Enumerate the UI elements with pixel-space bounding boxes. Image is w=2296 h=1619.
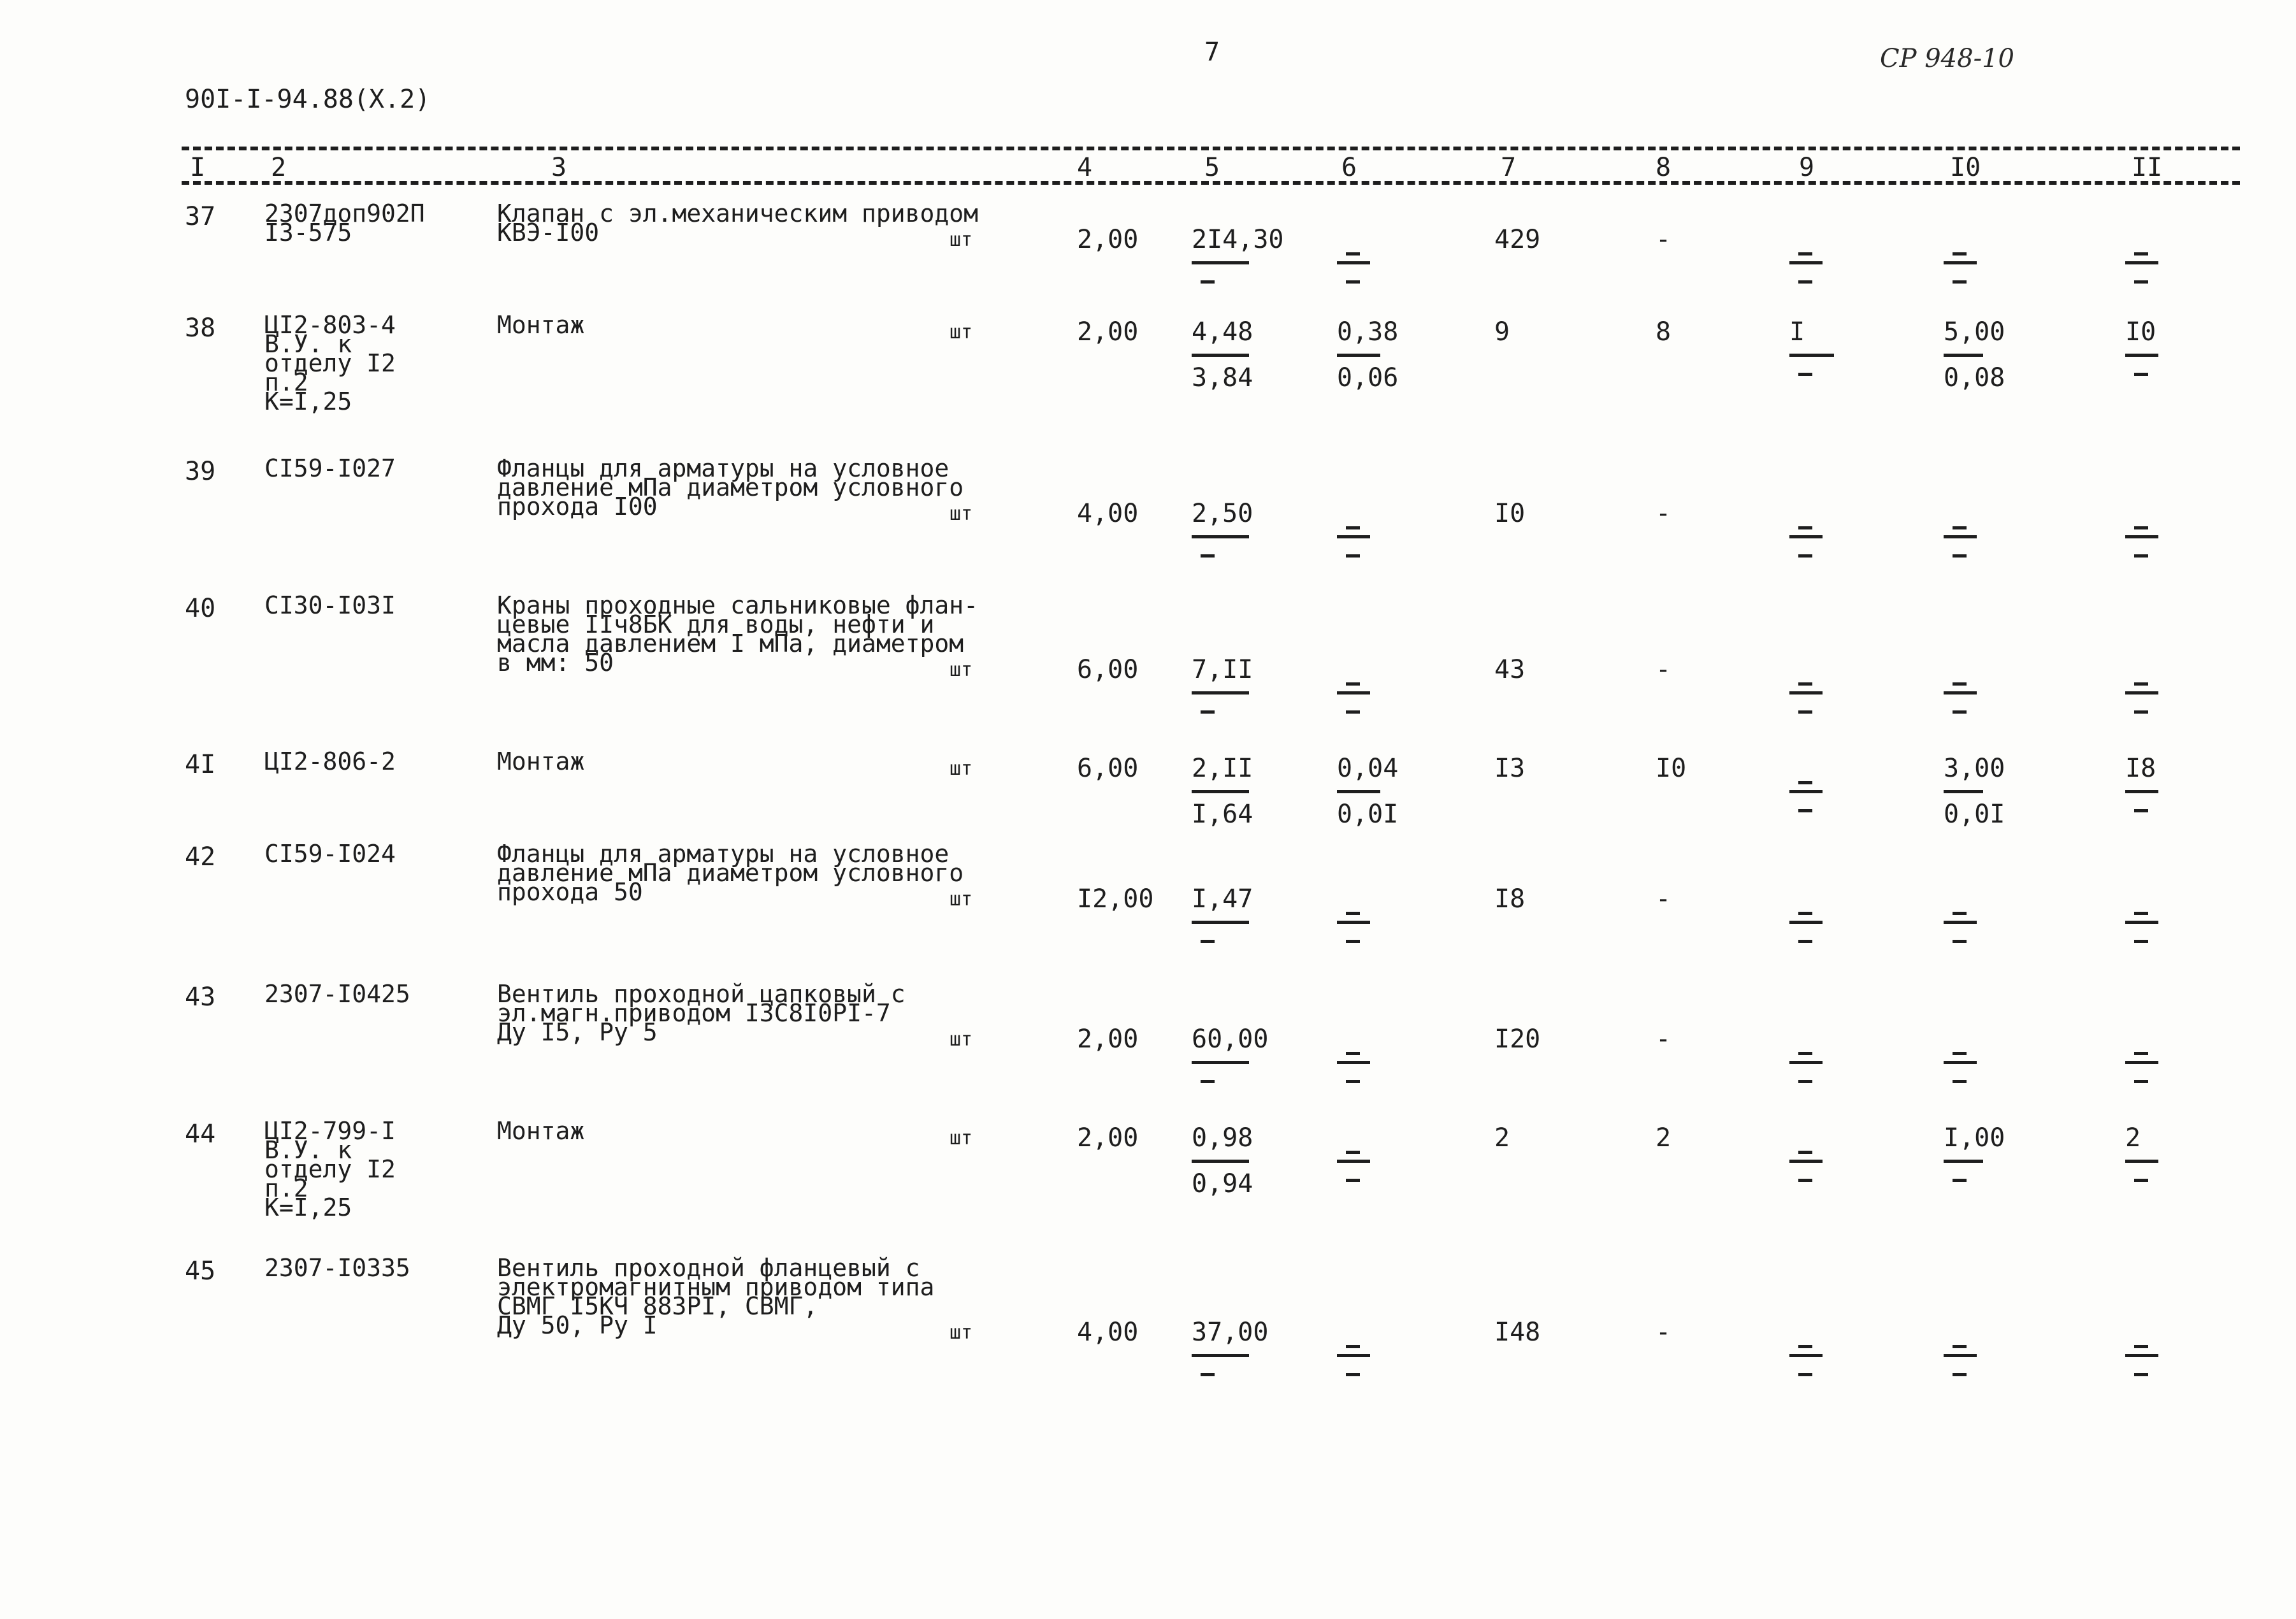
quantity: 2,00 [1077,1025,1139,1054]
col-10-denominator-dash [1953,280,1967,284]
column-header-3: 3 [551,153,567,182]
row-number: 4I [185,750,216,779]
column-header-8: 8 [1656,153,1671,182]
col-9-fraction-bar [1789,1160,1823,1163]
col-10-denominator-dash [1953,1080,1967,1083]
col-6-fraction-bar [1337,691,1370,694]
col-11-numerator-dash [2134,912,2148,915]
col-10-denominator: 0,08 [1944,363,2005,392]
column-header-10: I0 [1950,153,1981,182]
quantity: 6,00 [1077,754,1139,783]
col-6-denominator: 0,0I [1337,800,1399,829]
row-number: 37 [185,202,216,231]
col-5-denominator-dash [1201,1373,1215,1376]
col-6-fraction-bar [1337,1354,1370,1357]
col-5-fraction-bar [1192,261,1249,264]
unit: шт [949,1127,973,1149]
row-number: 44 [185,1119,216,1149]
col-11-fraction-bar [2125,354,2158,357]
col-9-numerator-dash [1798,912,1812,915]
col-7-value: I20 [1494,1025,1541,1054]
header-rule-top [182,147,2240,150]
table-row [0,747,2296,829]
col-8-value: I0 [1656,754,1687,783]
col-9-numerator-dash [1798,1052,1812,1055]
col-8-value: - [1656,884,1671,914]
table-row [0,840,2296,914]
col-8-value: - [1656,1318,1671,1347]
quantity: I2,00 [1077,884,1154,914]
col-11-fraction-bar [2125,921,2158,924]
col-6-fraction-bar [1337,921,1370,924]
row-number: 43 [185,982,216,1012]
col-9-fraction-bar [1789,691,1823,694]
col-6-numerator-dash [1346,1345,1360,1348]
col-5-numerator: 60,00 [1192,1025,1269,1054]
col-10-numerator-dash [1953,1052,1967,1055]
col-11-numerator: I0 [2125,317,2156,347]
col-7-value: I48 [1494,1318,1541,1347]
col-9-numerator-dash [1798,682,1812,686]
col-10-numerator: 5,00 [1944,317,2005,347]
col-5-numerator: I,47 [1192,884,1253,914]
col-10-fraction-bar [1944,1061,1977,1064]
col-7-value: 43 [1494,655,1526,684]
col-6-fraction-bar [1337,1061,1370,1064]
col-5-fraction-bar [1192,1354,1249,1357]
quantity: 4,00 [1077,1318,1139,1347]
col-9-denominator-dash [1798,1373,1812,1376]
column-header-7: 7 [1501,153,1517,182]
col-7-value: I0 [1494,499,1526,528]
col-10-denominator: 0,0I [1944,800,2005,829]
row-number: 39 [185,457,216,486]
col-5-denominator: 0,94 [1192,1169,1253,1198]
col-5-numerator: 0,98 [1192,1123,1253,1153]
column-header-11: II [2132,153,2163,182]
col-10-numerator-dash [1953,682,1967,686]
col-6-denominator-dash [1346,1080,1360,1083]
col-11-denominator-dash [2134,1179,2148,1182]
unit: шт [949,229,973,251]
col-5-denominator-dash [1201,1080,1215,1083]
row-number: 42 [185,842,216,872]
col-9-numerator-dash [1798,1151,1812,1154]
col-9-denominator-dash [1798,1080,1812,1083]
col-9-numerator: I [1789,317,1805,347]
quantity: 6,00 [1077,655,1139,684]
table-row [0,454,2296,528]
item-name: Клапан с эл.механическим приводом КВЭ-I00 [497,199,978,247]
col-11-denominator-dash [2134,1080,2148,1083]
col-10-numerator: I,00 [1944,1123,2005,1153]
resource-code: СI59-I024 [264,840,396,868]
page-number: 7 [1204,38,1220,67]
col-11-fraction-bar [2125,1354,2158,1357]
column-header-2: 2 [271,153,287,182]
col-11-numerator: I8 [2125,754,2156,783]
quantity: 2,00 [1077,225,1139,254]
col-5-numerator: 4,48 [1192,317,1253,347]
col-10-denominator-dash [1953,710,1967,714]
table-row [0,1117,2296,1221]
col-8-value: 2 [1656,1123,1671,1153]
table-row [0,311,2296,415]
col-8-value: 8 [1656,317,1671,347]
quantity: 2,00 [1077,1123,1139,1153]
row-number: 45 [185,1256,216,1286]
col-6-numerator-dash [1346,1151,1360,1154]
col-9-numerator-dash [1798,252,1812,255]
col-7-value: I3 [1494,754,1526,783]
col-11-fraction-bar [2125,535,2158,538]
col-5-denominator: 3,84 [1192,363,1253,392]
col-9-denominator-dash [1798,373,1812,376]
col-9-numerator-dash [1798,781,1812,784]
resource-code: 2307-I0335 [264,1254,410,1282]
item-name: Вентиль проходной фланцевый с электромагнитным приводом типа СВМГ I5КЧ 883РI, СВМГ, Ду 50, Ру I [497,1254,935,1339]
col-5-denominator-dash [1201,554,1215,558]
col-10-numerator-dash [1953,252,1967,255]
col-9-denominator-dash [1798,280,1812,284]
quantity: 2,00 [1077,317,1139,347]
col-11-denominator-dash [2134,710,2148,714]
resource-code: ЦI2-806-2 [264,747,396,775]
col-6-denominator-dash [1346,710,1360,714]
col-9-fraction-bar [1789,1061,1823,1064]
table-row [0,1254,2296,1347]
col-6-numerator: 0,38 [1337,317,1399,347]
col-5-fraction-bar [1192,691,1249,694]
resource-code: ЦI2-799-I В.У. к отделу I2 п.2 К=I,25 [264,1117,396,1221]
table-row [0,980,2296,1054]
col-11-denominator-dash [2134,940,2148,943]
resource-code: СI30-I03I [264,591,396,619]
col-8-value: - [1656,655,1671,684]
col-5-numerator: 2I4,30 [1192,225,1284,254]
col-6-numerator: 0,04 [1337,754,1399,783]
column-header-4: 4 [1077,153,1093,182]
col-11-fraction-bar [2125,1160,2158,1163]
col-11-fraction-bar [2125,790,2158,793]
col-10-denominator-dash [1953,940,1967,943]
col-7-value: 9 [1494,317,1510,347]
col-5-fraction-bar [1192,921,1249,924]
col-10-fraction-bar [1944,691,1977,694]
col-10-denominator-dash [1953,1373,1967,1376]
col-11-numerator-dash [2134,252,2148,255]
col-9-denominator-dash [1798,1179,1812,1182]
col-6-numerator-dash [1346,682,1360,686]
col-9-numerator-dash [1798,1345,1812,1348]
col-11-numerator-dash [2134,526,2148,529]
resource-code: 2307доп902П I3-575 [264,199,425,247]
col-5-denominator-dash [1201,710,1215,714]
col-6-denominator-dash [1346,1179,1360,1182]
column-header-5: 5 [1204,153,1220,182]
col-9-denominator-dash [1798,554,1812,558]
resource-code: ЦI2-803-4 В.У. к отделу I2 п.2 К=I,25 [264,311,396,415]
handwritten-stamp: СР 948-10 [1880,44,2014,73]
item-name: Монтаж [497,1117,585,1145]
col-7-value: I8 [1494,884,1526,914]
col-9-numerator-dash [1798,526,1812,529]
col-6-numerator-dash [1346,1052,1360,1055]
col-10-fraction-bar [1944,921,1977,924]
col-9-denominator-dash [1798,809,1812,812]
col-6-fraction-bar [1337,261,1370,264]
document-code: 90I-I-94.88(X.2) [185,85,431,114]
col-6-fraction-bar [1337,535,1370,538]
col-11-numerator-dash [2134,682,2148,686]
unit: шт [949,888,973,910]
unit: шт [949,758,973,780]
col-5-fraction-bar [1192,1061,1249,1064]
col-10-fraction-bar [1944,790,1983,793]
col-6-denominator-dash [1346,554,1360,558]
col-8-value: - [1656,225,1671,254]
col-11-denominator-dash [2134,554,2148,558]
col-10-numerator-dash [1953,526,1967,529]
col-10-denominator-dash [1953,1179,1967,1182]
col-6-denominator-dash [1346,280,1360,284]
col-10-numerator-dash [1953,1345,1967,1348]
unit: шт [949,1321,973,1344]
col-10-fraction-bar [1944,354,1983,357]
item-name: Монтаж [497,311,585,339]
quantity: 4,00 [1077,499,1139,528]
col-5-numerator: 7,II [1192,655,1253,684]
col-8-value: - [1656,1025,1671,1054]
col-9-fraction-bar [1789,261,1823,264]
col-8-value: - [1656,499,1671,528]
col-9-fraction-bar [1789,354,1834,357]
col-11-denominator-dash [2134,1373,2148,1376]
col-5-fraction-bar [1192,1160,1249,1163]
col-10-fraction-bar [1944,1354,1977,1357]
col-5-numerator: 37,00 [1192,1318,1269,1347]
col-11-fraction-bar [2125,1061,2158,1064]
unit: шт [949,321,973,343]
col-9-fraction-bar [1789,535,1823,538]
unit: шт [949,659,973,681]
col-5-denominator-dash [1201,280,1215,284]
col-11-fraction-bar [2125,261,2158,264]
col-9-fraction-bar [1789,790,1823,793]
col-11-numerator-dash [2134,1345,2148,1348]
unit: шт [949,1028,973,1051]
resource-code: 2307-I0425 [264,980,410,1008]
col-9-fraction-bar [1789,1354,1823,1357]
col-9-denominator-dash [1798,940,1812,943]
resource-code: СI59-I027 [264,454,396,482]
col-10-denominator-dash [1953,554,1967,558]
col-10-fraction-bar [1944,535,1977,538]
col-9-denominator-dash [1798,710,1812,714]
table-row [0,199,2296,254]
col-10-fraction-bar [1944,261,1977,264]
col-9-fraction-bar [1789,921,1823,924]
col-6-denominator-dash [1346,940,1360,943]
column-header-9: 9 [1799,153,1815,182]
col-6-numerator-dash [1346,252,1360,255]
col-6-fraction-bar [1337,354,1380,357]
col-11-denominator-dash [2134,373,2148,376]
col-6-numerator-dash [1346,526,1360,529]
item-name: Фланцы для арматуры на условное давление мПа диаметром условного прохода I00 [497,454,964,521]
col-6-denominator-dash [1346,1373,1360,1376]
col-6-denominator: 0,06 [1337,363,1399,392]
item-name: Краны проходные сальниковые флан- цевые IIч8БК для воды, нефти и масла давлением I мПа, диаметром в мм: 50 [497,591,978,677]
col-6-fraction-bar [1337,1160,1370,1163]
row-number: 38 [185,313,216,343]
col-11-numerator: 2 [2125,1123,2141,1153]
item-name: Фланцы для арматуры на условное давление мПа диаметром условного прохода 50 [497,840,964,906]
col-10-numerator: 3,00 [1944,754,2005,783]
col-6-fraction-bar [1337,790,1380,793]
col-5-numerator: 2,50 [1192,499,1253,528]
col-7-value: 429 [1494,225,1541,254]
col-11-denominator-dash [2134,809,2148,812]
table-row [0,591,2296,684]
column-header-1: I [190,153,206,182]
col-5-fraction-bar [1192,354,1249,357]
col-11-fraction-bar [2125,691,2158,694]
col-11-denominator-dash [2134,280,2148,284]
col-5-fraction-bar [1192,535,1249,538]
col-6-numerator-dash [1346,912,1360,915]
col-10-numerator-dash [1953,912,1967,915]
item-name: Монтаж [497,747,585,775]
col-7-value: 2 [1494,1123,1510,1153]
column-header-6: 6 [1341,153,1357,182]
col-11-numerator-dash [2134,1052,2148,1055]
col-5-numerator: 2,II [1192,754,1253,783]
col-5-fraction-bar [1192,790,1249,793]
row-number: 40 [185,594,216,623]
col-5-denominator-dash [1201,940,1215,943]
item-name: Вентиль проходной цапковый с эл.магн.приводом I3С8I0РI-7 Ду I5, Ру 5 [497,980,906,1046]
col-5-denominator: I,64 [1192,800,1253,829]
unit: шт [949,503,973,525]
col-10-fraction-bar [1944,1160,1983,1163]
